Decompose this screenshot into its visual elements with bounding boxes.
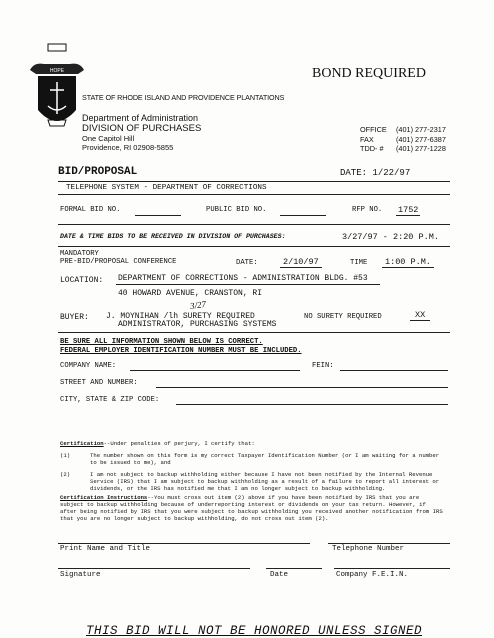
conference-date: 2/10/97 — [280, 257, 322, 268]
conference-date-label: DATE: — [236, 259, 258, 267]
location-label: LOCATION: — [60, 276, 104, 285]
office-phone: (401) 277-2317 — [396, 125, 446, 134]
public-bid-field[interactable] — [280, 215, 326, 216]
cert-item-1 — [90, 452, 450, 466]
certification-intro: --Under penalties of perjury, I certify that: — [103, 440, 255, 447]
location-underline — [116, 284, 380, 285]
public-bid-label: PUBLIC BID NO. — [206, 206, 267, 214]
cert-instructions-line: subject to backup withholding because of underreporting interest or dividends on your tax return. However, if — [60, 501, 426, 508]
location-line-2: 40 HOWARD AVENUE, CRANSTON, RI — [118, 289, 263, 298]
buyer-line-1: J. MOYNIHAN /lh SURETY REQUIRED — [106, 312, 255, 321]
seal-motto: HOPE — [49, 68, 65, 74]
divider — [58, 181, 450, 182]
certification-label: Certification — [60, 440, 104, 447]
office-row — [360, 125, 446, 135]
cert-instructions-line: --You must cross out item (2) above if you have been notified by IRS that you are — [147, 494, 420, 501]
formal-bid-field[interactable] — [135, 215, 181, 216]
formal-bid-label: FORMAL BID NO. — [60, 206, 121, 214]
address-line-1: One Capitol Hill — [82, 134, 135, 143]
telephone-label: Telephone Number — [332, 545, 405, 553]
date-field[interactable] — [266, 568, 322, 569]
form-date — [340, 168, 410, 178]
notice-correct: BE SURE ALL INFORMATION SHOWN BELOW IS CORRECT. — [60, 338, 263, 346]
notice-fein: FEDERAL EMPLOYER IDENTIFICATION NUMBER MUST BE INCLUDED. — [60, 347, 302, 355]
company-fein-field[interactable] — [334, 568, 450, 569]
cert-item-2-line: dividends, or the IRS has notified me that I am no longer subject to backup withholding. — [90, 485, 386, 492]
tdd-row — [360, 144, 446, 154]
address-line-2: Providence, RI 02908-5855 — [82, 143, 174, 152]
print-name-label: Print Name and Title — [60, 545, 151, 553]
conference-label: PRE-BID/PROPOSAL CONFERENCE — [60, 258, 177, 266]
no-surety-label: NO SURETY REQUIRED — [304, 313, 382, 321]
print-name-field[interactable] — [58, 543, 310, 544]
cert-item-2-line: I am not subject to backup withholding either because I have not been notified by the Internal Revenue — [90, 471, 433, 478]
office-label: OFFICE — [360, 125, 387, 134]
no-surety-value: XX — [410, 310, 430, 321]
bid-subject: TELEPHONE SYSTEM - DEPARTMENT OF CORRECTIONS — [66, 184, 267, 192]
handwritten-note: 3/27 — [189, 298, 207, 312]
cert-item-1-number: (1) — [60, 452, 71, 459]
date-value: 1/22/97 — [372, 168, 411, 178]
company-name-field[interactable] — [130, 370, 300, 371]
received-value: 3/27/97 - 2:20 P.M. — [342, 232, 439, 242]
state-name: STATE OF RHODE ISLAND AND PROVIDENCE PLANTATIONS — [82, 93, 285, 102]
fax-phone: (401) 277-6387 — [396, 134, 446, 144]
fax-row — [360, 135, 446, 145]
cert-item-1-line: The number shown on this form is my correct Taxpayer Identification Number (or I am waiting for a number — [90, 452, 440, 459]
conference-time: 1:00 P.M. — [382, 257, 434, 268]
date-label: DATE: — [340, 168, 368, 178]
unsigned-warning: THIS BID WILL NOT BE HONORED UNLESS SIGNED — [86, 624, 423, 638]
contact-block — [360, 125, 446, 154]
cert-instructions-label: Certification Instructions — [60, 494, 148, 501]
city-label: CITY, STATE & ZIP CODE: — [60, 396, 160, 404]
fax-label: FAX — [360, 134, 374, 144]
cert-item-1-line: to be issued to me), and — [90, 459, 171, 466]
telephone-field[interactable] — [328, 543, 450, 544]
department-name: Department of Administration — [82, 113, 199, 123]
street-field[interactable] — [156, 387, 448, 388]
bond-required-heading: BOND REQUIRED — [312, 66, 426, 81]
mandatory-label: MANDATORY — [60, 250, 99, 258]
cert-instructions — [60, 494, 452, 522]
street-label: STREET AND NUMBER: — [60, 379, 138, 387]
fein-label: FEIN: — [312, 362, 334, 370]
tdd-phone: (401) 277-1228 — [396, 144, 446, 153]
company-name-label: COMPANY NAME: — [60, 362, 117, 370]
buyer-label: BUYER: — [60, 313, 89, 322]
form-title: BID/PROPOSAL — [58, 166, 138, 178]
signature-field[interactable] — [58, 568, 250, 569]
signature-label: Signature — [60, 571, 101, 579]
divider — [58, 332, 450, 333]
divider — [58, 224, 450, 225]
tdd-label: TDD- # — [360, 144, 384, 153]
divider — [58, 194, 450, 195]
certification-lead — [60, 440, 255, 447]
buyer-line-2: ADMINISTRATOR, PURCHASING SYSTEMS — [118, 320, 277, 329]
conference-time-label: TIME — [350, 259, 368, 267]
state-seal-icon — [26, 40, 88, 148]
city-field[interactable] — [176, 404, 448, 405]
date-field-label: Date — [270, 571, 289, 579]
rfp-label: RFP NO. — [352, 206, 383, 214]
company-fein-label: Company F.E.I.N. — [336, 571, 409, 579]
division-name: DIVISION OF PURCHASES — [82, 123, 202, 134]
cert-item-2-number: (2) — [60, 471, 71, 478]
cert-instructions-line: after being notified by IRS that you were subject to backup withholding you received another notification from IRS — [60, 508, 443, 515]
rfp-value: 1752 — [398, 205, 419, 215]
location-line-1: DEPARTMENT OF CORRECTIONS - ADMINISTRATION BLDG. #53 — [118, 274, 368, 283]
cert-item-2-line: Service (IRS) that I am subject to backup withholding as a result of a failure to report all interest or — [90, 478, 440, 485]
received-label: DATE & TIME BIDS TO BE RECEIVED IN DIVISION OF PURCHASES: — [60, 233, 286, 240]
divider — [58, 246, 450, 247]
state-seal — [26, 40, 88, 148]
cert-instructions-line: that you are no longer subject to backup withholding, do not cross out item (2). — [60, 515, 329, 522]
fein-field[interactable] — [340, 370, 448, 371]
cert-item-2 — [90, 471, 450, 492]
